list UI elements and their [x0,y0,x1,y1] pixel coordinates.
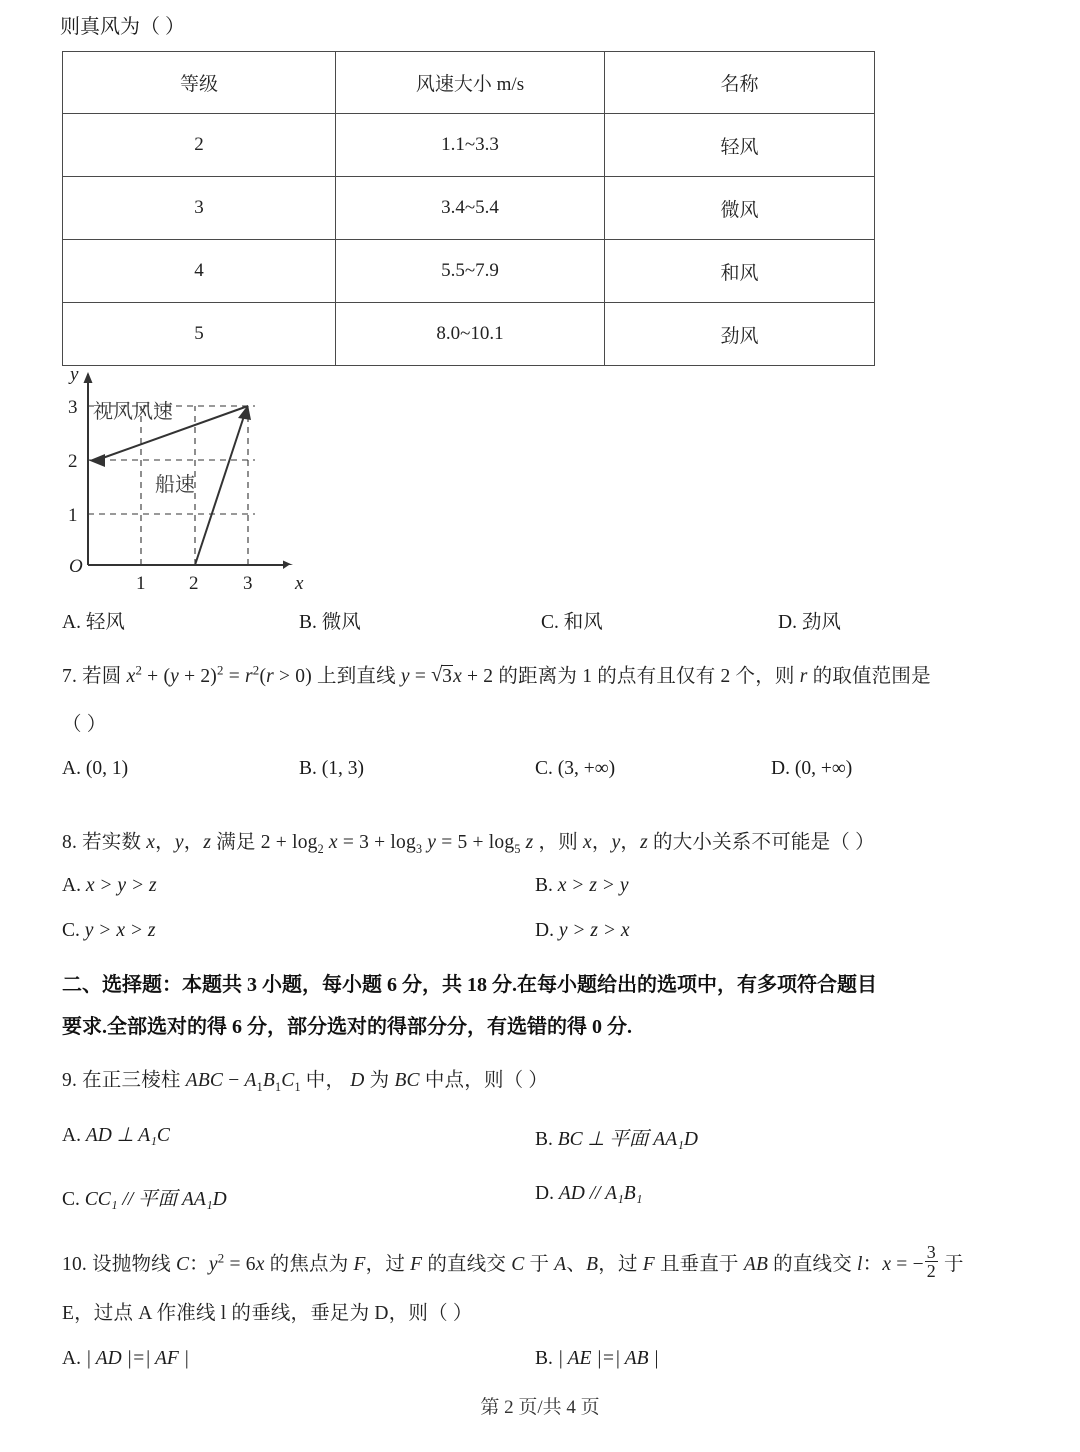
table-row [63,114,875,177]
x-axis-label: x [295,573,304,594]
table-cell-speed: 8.0~10.1 [336,303,605,366]
label-apparent-wind: 视风风速 [93,401,173,423]
q6-option-c[interactable]: C. 和风 [541,612,603,633]
label-ship-speed: 船速 [155,474,195,496]
x-tick-1: 1 [136,573,146,594]
q7-stem: 7. 若圆 $x^2 + (y + 2)^2 = r^2(r > 0)$ 上到直线 y = √ 3x + 2 的距离为 1 的点有且仅有 2 个，则 r 的取值范围是 [62,660,931,688]
q9-option-a[interactable]: A. AD ⊥ A₁C [62,1125,170,1146]
table-header-cell: 等级 [63,52,336,114]
table-cell-name: 微风 [605,177,875,240]
x-tick-3: 3 [243,573,253,594]
q10-stem: 10. 设抛物线 C：$y^2 = 6x$ 的焦点为 F，过 F 的直线交 C 于 A、B，过 F 且垂直于 AB 的直线交 l：x = − $\frac{3}{2}$ 于 [62,1242,964,1282]
q7-option-c[interactable]: C. (3, +∞) [535,758,616,779]
q8-stem: 8. 若实数 x，y，z 满足 $2 + \log_2 x = 3 + \log_3 y = 5 + \log_5 z$ ，则 x，y，z 的大小关系不可能是（ ） [62,832,875,856]
q8-number: 8. [62,832,78,853]
q6-option-a[interactable]: A. 轻风 [62,612,125,633]
table-row [63,177,875,240]
q10-option-b[interactable]: B. | AE |=| AB | [535,1348,659,1369]
q6-option-b[interactable]: B. 微风 [299,612,361,633]
q8-option-d[interactable]: D. y > z > x [535,920,630,941]
table-cell-speed: 1.1~3.3 [336,114,605,177]
table-cell-name: 和风 [605,240,875,303]
table-header-cell: 风速大小 m/s [336,52,605,114]
table-cell-speed: 3.4~5.4 [336,177,605,240]
q9-option-b[interactable]: B. BC ⊥ 平面 AA₁D [535,1129,698,1150]
table-cell-level: 2 [63,114,336,177]
table-cell-level: 3 [63,177,336,240]
q6-option-d[interactable]: D. 劲风 [778,612,841,633]
y-axis-arrowhead [84,372,93,383]
x-tick-2: 2 [189,573,199,594]
q10-stem-line2: E，过点 A 作准线 l 的垂线，垂足为 D，则（ ） [62,1303,473,1324]
table-header-cell: 名称 [605,52,875,114]
wind-vector-diagram [55,356,375,596]
q7-number: 7. [62,666,78,687]
q8-option-b[interactable]: B. x > z > y [535,875,629,896]
y-tick-2: 2 [68,451,78,472]
vector-ship-speed [195,405,251,565]
q7-option-d[interactable]: D. (0, +∞) [771,758,853,779]
q9-stem: 9. 在正三棱柱 ABC − $A_1B_1C_1$ 中， D 为 BC 中点，则（ ） [62,1070,549,1094]
q8-option-a[interactable]: A. x > y > z [62,875,157,896]
q7-option-a[interactable]: A. (0, 1) [62,758,129,779]
y-tick-1: 1 [68,505,78,526]
y-axis-label: y [70,364,79,385]
q8-option-c[interactable]: C. y > x > z [62,920,156,941]
section-2-heading-line2: 要求.全部选对的得 6 分，部分选对的得部分分，有选错的得 0 分. [62,1016,632,1038]
q7-option-b[interactable]: B. (1, 3) [299,758,365,779]
q7-stem-line2: （ ） [62,714,107,735]
page-footer: 第 2 页/共 4 页 [480,1397,600,1418]
fraction-three-halves: $\frac{3}{2}$ [926,1242,936,1282]
y-tick-3: 3 [68,397,78,418]
q10-number: 10. [62,1253,87,1275]
q9-option-c[interactable]: C. CC₁ // 平面 AA₁D [62,1189,227,1210]
table-cell-speed: 5.5~7.9 [336,240,605,303]
table-cell-name: 劲风 [605,303,875,366]
table-cell-name: 轻风 [605,114,875,177]
q10-option-a[interactable]: A. | AD |=| AF | [62,1348,190,1369]
table-row [63,240,875,303]
origin-label: O [69,556,83,577]
wind-scale-table [62,51,875,366]
q9-option-d[interactable]: D. AD // A₁B₁ [535,1183,643,1204]
table-header-row [63,52,875,114]
table-cell-level: 5 [63,303,336,366]
lead-question-text: 则真风为（ ） [60,16,185,38]
table-cell-level: 4 [63,240,336,303]
q9-number: 9. [62,1070,78,1091]
section-2-heading-line1: 二、选择题：本题共 3 小题，每小题 6 分，共 18 分.在每小题给出的选项中，有多项符合题目 [62,974,877,996]
